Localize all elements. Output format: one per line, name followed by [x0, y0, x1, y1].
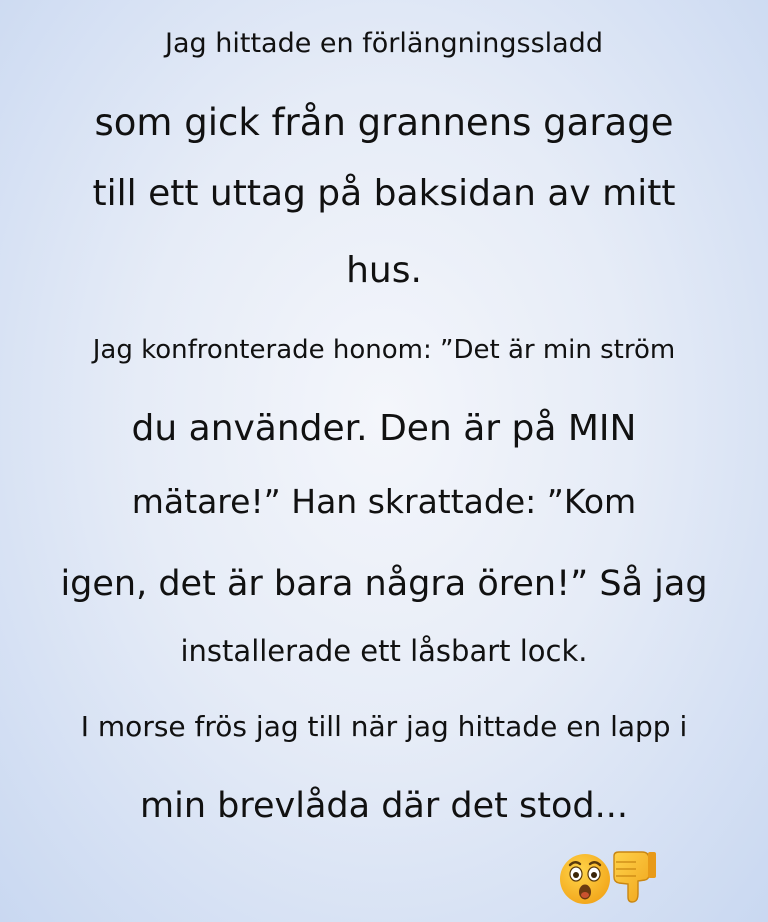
text-line-7: mätare!” Han skrattade: ”Kom [131, 482, 637, 521]
text-line-6: du använder. Den är på MIN [131, 408, 637, 449]
astonished-face-icon [558, 850, 612, 906]
text-line-11: min brevlåda där det stod... [140, 786, 628, 826]
text-line-2: som gick från grannens garage [94, 101, 674, 144]
emoji-row [558, 850, 668, 906]
thumbs-down-icon [608, 850, 662, 906]
text-line-9: installerade ett låsbart lock. [180, 634, 588, 668]
text-line-3: till ett uttag på baksidan av mitt [92, 173, 676, 214]
text-line-5: Jag konfronterade honom: ”Det är min ström [92, 335, 676, 365]
text-line-8: igen, det är bara några ören!” Så jag [60, 564, 708, 604]
text-line-1: Jag hittade en förlängningssladd [165, 28, 603, 59]
text-line-10: I morse frös jag till när jag hittade en lapp i [80, 710, 688, 743]
text-line-4: hus. [346, 250, 422, 291]
